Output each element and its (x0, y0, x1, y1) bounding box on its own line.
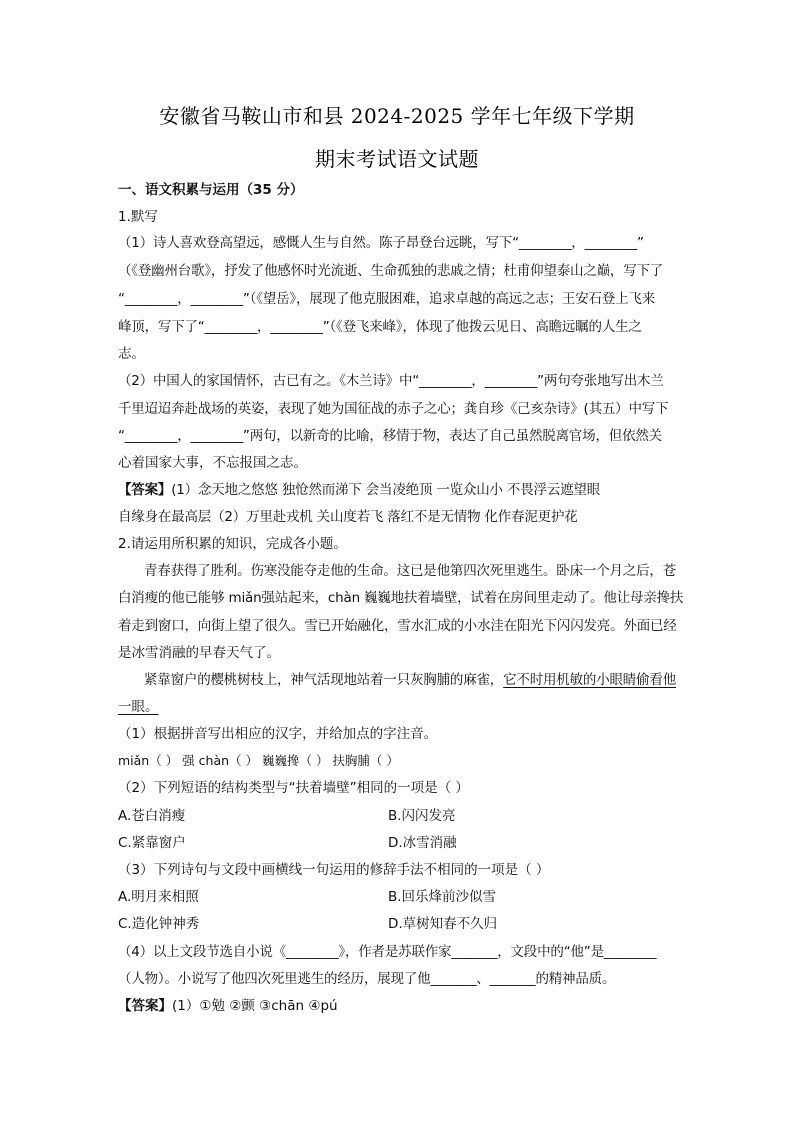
section-heading: 一、语文积累与运用（35 分） (118, 182, 304, 198)
passage-line: 着走到窗口，向街上望了很久。雪已开始融化，雪水汇成的小水洼在阳光下闪闪发亮。外面已经 (118, 618, 677, 634)
question-1-text-line: 志。 (118, 346, 145, 362)
option-c: C.造化钟神秀 (118, 916, 200, 932)
underlined-sentence: 它不时用机敏的小眼睛偷看他 (503, 672, 677, 688)
document-subtitle: 期末考试语文试题 (315, 147, 479, 171)
question-2-title: 2.请运用所积累的知识，完成各小题。 (118, 536, 347, 552)
question-1-text-line: （《登幽州台歌》，抒发了他感怀时光流逝、生命孤独的悲戚之情；杜甫仰望泰山之巅，写下了 (118, 263, 664, 279)
option-a: A.苍白消瘦 (118, 808, 186, 824)
sub-question-4-line: （人物）。小说写了他四次死里逃生的经历，展现了他_______、_______的精神品质。 (118, 971, 616, 987)
sub-question-2: （2）下列短语的结构类型与“扶着墙壁”相同的一项是（ ） (118, 780, 469, 796)
answer-label: 【答案】 (118, 998, 172, 1014)
option-d: D.草树知春不久归 (388, 916, 498, 932)
question-2-answer (118, 996, 338, 1016)
sub-question-4: （4）以上文段节选自小说《________》，作者是苏联作家_______，文段中的“他”是________ (118, 944, 657, 960)
question-1-text-line: 心着国家大事，不忘报国之志。 (118, 455, 307, 471)
question-1-text-line: “________，________”（《望岳》，展现了他克服困难，追求卓越的高远之志；王安石登上飞来 (118, 291, 656, 307)
document-title: 安徽省马鞍山市和县 2024-2025 学年七年级下学期 (159, 104, 635, 128)
question-1-answer-line: 自缘身在最高层（2）万里赴戎机 关山度若飞 落红不是无情物 化作春泥更护花 (118, 509, 578, 525)
question-1-text-line: 峰顶，写下了“________，________”（《登飞来峰》，体现了他拨云见日、高瞻远瞩的人生之 (118, 319, 642, 335)
option-c: C.紧靠窗户 (118, 835, 186, 851)
sub-question-1: （1）根据拼音写出相应的汉字，并给加点的字注音。 (118, 726, 438, 742)
question-1-text-line: （1）诗人喜欢登高望远，感慨人生与自然。陈子昂登台远眺，写下“________，________” (118, 235, 644, 251)
passage-line: 一眼。 (118, 699, 159, 715)
question-1-title: 1.默写 (118, 209, 158, 225)
answer-label: 【答案】 (118, 482, 172, 498)
passage-line (144, 670, 676, 690)
sub-question-3: （3）下列诗句与文段中画横线一句运用的修辞手法不相同的一项是（ ） (118, 862, 550, 878)
passage-line: 白消瘦的他已能够 miǎn强站起来，chàn 巍巍地扶着墙壁，试着在房间里走动了。他让母亲搀扶 (118, 590, 684, 606)
question-1-text-line: （2）中国人的家国情怀，古已有之。《木兰诗》中“________，________”两句夸张地写出木兰 (118, 373, 664, 389)
answer-text: (1）①勉 ②颤 ③chān ④pú (172, 998, 338, 1014)
passage-line: 是冰雪消融的早春天气了。 (118, 645, 280, 661)
question-1-text-line: “________，________”两句，以新奇的比喻，移情于物，表达了自己虽然脱离官场，但依然关 (118, 428, 662, 444)
option-b: B.闪闪发亮 (388, 808, 456, 824)
question-1-answer (118, 480, 600, 500)
option-b: B.回乐烽前沙似雪 (388, 889, 497, 905)
option-a: A.明月来相照 (118, 889, 199, 905)
answer-text: (1）念天地之悠悠 独怆然而涕下 会当凌绝顶 一览众山小 不畏浮云遮望眼 (171, 482, 601, 498)
sub-question-1-items: miǎn（ ） 强 chàn（ ） 巍巍搀（ ） 扶胸脯（ ） (118, 753, 399, 768)
question-1-text-line: 千里迢迢奔赴战场的英姿，表现了她为国征战的赤子之心；龚自珍《己亥杂诗》(其五）中写下 (118, 401, 669, 417)
passage-line: 青春获得了胜利。伤寒没能夺走他的生命。这已是他第四次死里逃生。卧床一个月之后，苍 (144, 563, 676, 579)
option-d: D.冰雪消融 (388, 835, 457, 851)
passage-text: 紧靠窗户的樱桃树枝上，神气活现地站着一只灰胸脯的麻雀， (144, 672, 504, 688)
